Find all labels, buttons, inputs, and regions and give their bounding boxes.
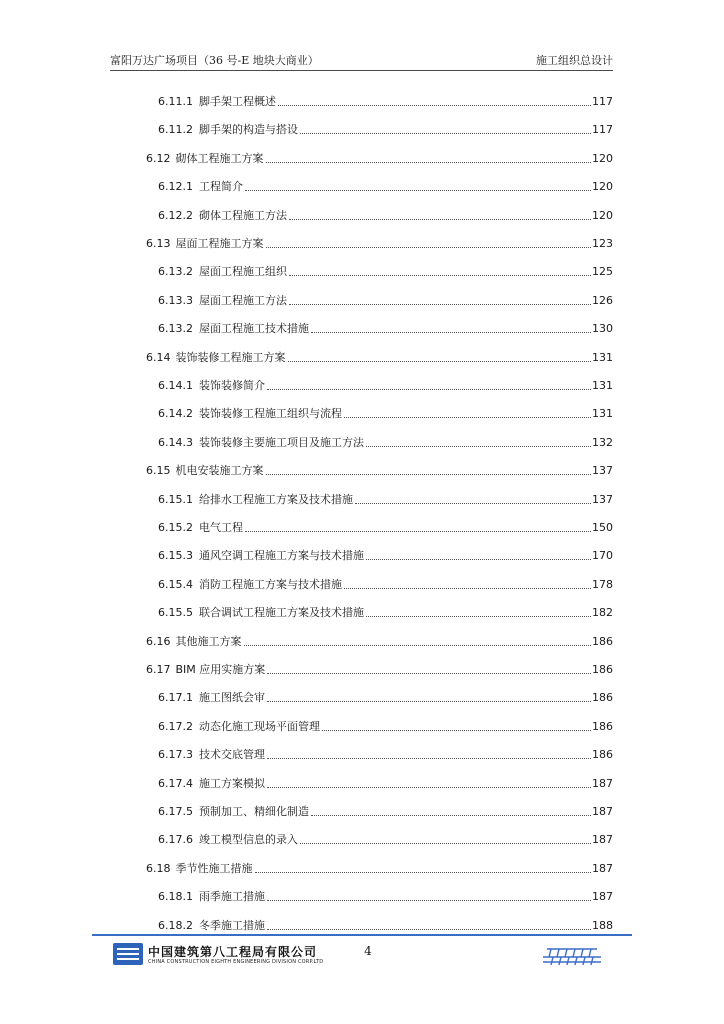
toc-dot-leader: [267, 786, 591, 788]
toc-entry[interactable]: [158, 318, 613, 336]
toc-entry[interactable]: [158, 403, 613, 421]
toc-entry-number: 6.18: [146, 861, 171, 875]
toc-entry[interactable]: [158, 489, 613, 507]
toc-entry-number: 6.14: [146, 350, 171, 364]
toc-dot-leader: [245, 189, 591, 191]
toc-entry-title: 技术交底管理: [199, 748, 265, 762]
toc-entry-title: 屋面工程施工组织: [199, 265, 287, 279]
toc-entry-number: 6.11.2: [158, 123, 193, 137]
toc-dot-leader: [267, 672, 591, 674]
company-name-en: CHINA CONSTRUCTION EIGHTH ENGINEERING DIVISION CORP.LTD: [148, 959, 324, 965]
toc-entry-number: 6.12: [146, 151, 171, 165]
toc-entry-page: 170: [592, 549, 613, 563]
toc-entry[interactable]: [146, 148, 613, 166]
toc-entry-page: 117: [592, 95, 613, 108]
toc-entry-number: 6.15: [146, 464, 171, 478]
toc-entry-page: 137: [592, 492, 613, 506]
toc-entry[interactable]: [158, 375, 613, 393]
toc-entry-page: 125: [592, 265, 613, 279]
toc-entry[interactable]: [158, 574, 613, 592]
toc-entry-number: 6.15.1: [158, 492, 193, 506]
toc-entry-number: 6.17.1: [158, 691, 193, 705]
toc-entry-title: 雨季施工措施: [199, 890, 265, 904]
toc-entry-page: 120: [592, 151, 613, 165]
toc-entry-page: 123: [592, 237, 613, 250]
toc-entry-number: 6.11.1: [158, 95, 193, 108]
company-name-cn: 中国建筑第八工程局有限公司: [148, 945, 318, 959]
toc-entry-number: 6.12.1: [158, 180, 193, 194]
toc-entry-title: 施工方案模拟: [199, 776, 265, 790]
toc-entry-page: 132: [592, 435, 613, 449]
toc-entry[interactable]: [158, 205, 613, 223]
toc-entry[interactable]: [158, 687, 613, 705]
toc-dot-leader: [267, 899, 591, 901]
toc-dot-leader: [244, 644, 592, 646]
toc-entry-page: 120: [592, 180, 613, 194]
toc-entry-title: 机电安装施工方案: [175, 464, 264, 478]
header-project-title: 富阳万达广场项目（36 号-E 地块大商业）: [110, 54, 319, 67]
toc-entry-page: 150: [592, 521, 613, 534]
toc-entry-number: 6.17.6: [158, 833, 193, 847]
toc-entry-page: 120: [592, 208, 613, 222]
toc-entry-title: 装饰装修主要施工项目及施工方法: [199, 435, 364, 449]
toc-dot-leader: [322, 729, 591, 731]
toc-dot-leader: [266, 246, 592, 248]
toc-entry-page: 187: [592, 833, 613, 847]
toc-dot-leader: [266, 161, 592, 163]
toc-entry-number: 6.15.4: [158, 577, 193, 591]
toc-entry[interactable]: [146, 858, 613, 876]
toc-entry-number: 6.16: [146, 634, 171, 648]
toc-entry-page: 130: [592, 322, 613, 336]
toc-dot-leader: [311, 814, 591, 816]
toc-entry-title: 季节性施工措施: [175, 861, 253, 875]
toc-entry-number: 6.17: [146, 663, 171, 676]
toc-entry[interactable]: [158, 176, 613, 194]
toc-entry-page: 187: [592, 890, 613, 904]
bridge-logo-icon: [541, 945, 603, 967]
toc-entry-title: 装饰装修工程施工方案: [175, 350, 286, 364]
toc-entry[interactable]: [158, 432, 613, 450]
toc-entry-number: 6.18.1: [158, 890, 193, 904]
toc-dot-leader: [255, 871, 592, 873]
toc-entry[interactable]: [158, 773, 613, 791]
toc-entry-number: 6.15.5: [158, 606, 193, 620]
toc-entry-page: 126: [592, 293, 613, 307]
page-number: 4: [364, 944, 372, 958]
toc-entry-title: 动态化施工现场平面管理: [199, 719, 320, 733]
toc-entry-title: 工程简介: [199, 180, 243, 194]
cscec-logo-icon: [113, 943, 143, 965]
toc-entry-number: 6.13.2: [158, 265, 193, 279]
toc-entry-title: 冬季施工措施: [199, 918, 265, 932]
toc-entry[interactable]: [146, 460, 613, 478]
toc-dot-leader: [289, 218, 591, 220]
toc-dot-leader: [267, 757, 591, 759]
toc-entry-title: BIM 应用实施方案: [175, 663, 266, 676]
toc-dot-leader: [344, 416, 591, 418]
toc-entry-title: 给排水工程施工方案及技术措施: [199, 492, 353, 506]
toc-entry[interactable]: [158, 91, 613, 109]
toc-entry-title: 通风空调工程施工方案与技术措施: [199, 549, 364, 563]
toc-entry-number: 6.14.1: [158, 379, 193, 392]
toc-entry[interactable]: [158, 119, 613, 137]
header-document-title: 施工组织总设计: [536, 54, 613, 67]
toc-entry-title: 砌体工程施工方法: [199, 208, 287, 222]
toc-entry-page: 137: [592, 464, 613, 478]
toc-entry-number: 6.18.2: [158, 918, 193, 932]
toc-entry-page: 187: [592, 861, 613, 875]
footer-rule: [92, 934, 632, 936]
toc-entry-title: 竣工模型信息的录入: [199, 833, 298, 847]
toc-dot-leader: [344, 587, 591, 589]
toc-dot-leader: [245, 530, 591, 532]
toc-dot-leader: [366, 445, 591, 447]
toc-entry-title: 消防工程施工方案与技术措施: [199, 577, 342, 591]
toc-dot-leader: [300, 132, 591, 134]
toc-entry-title: 屋面工程施工方案: [175, 237, 264, 250]
toc-entry-page: 131: [592, 379, 613, 392]
toc-dot-leader: [289, 274, 591, 276]
toc-entry-number: 6.13.3: [158, 293, 193, 307]
toc-entry-title: 预制加工、精细化制造: [199, 805, 309, 818]
toc-entry-number: 6.13: [146, 237, 171, 250]
toc-entry[interactable]: [158, 517, 613, 535]
toc-entry-title: 装饰装修简介: [199, 379, 265, 392]
toc-entry-number: 6.17.3: [158, 748, 193, 762]
toc-entry[interactable]: [158, 886, 613, 904]
toc-dot-leader: [311, 331, 591, 333]
toc-dot-leader: [267, 388, 591, 390]
toc-entry-title: 联合调试工程施工方案及技术措施: [199, 606, 364, 620]
toc-entry-page: 187: [592, 805, 613, 818]
toc-dot-leader: [355, 502, 591, 504]
toc-entry-title: 其他施工方案: [175, 634, 242, 648]
toc-dot-leader: [366, 615, 591, 617]
toc-entry-title: 屋面工程施工技术措施: [199, 322, 309, 336]
toc-entry-title: 屋面工程施工方法: [199, 293, 287, 307]
toc-entry[interactable]: [158, 290, 613, 308]
toc-entry-page: 186: [592, 663, 613, 676]
toc-entry[interactable]: [158, 801, 613, 819]
toc-dot-leader: [289, 303, 591, 305]
toc-entry-number: 6.17.5: [158, 805, 193, 818]
toc-entry[interactable]: [146, 659, 613, 677]
toc-entry[interactable]: [146, 233, 613, 251]
toc-entry-number: 6.17.2: [158, 719, 193, 733]
toc-entry-title: 电气工程: [199, 521, 243, 534]
toc-entry-title: 脚手架的构造与搭设: [199, 123, 298, 137]
toc-dot-leader: [267, 928, 591, 930]
toc-entry-title: 施工图纸会审: [199, 691, 265, 705]
toc-entry[interactable]: [158, 744, 613, 762]
toc-entry[interactable]: [158, 829, 613, 847]
toc-entry-title: 砌体工程施工方案: [175, 151, 264, 165]
toc-entry-number: 6.12.2: [158, 208, 193, 222]
toc-dot-leader: [267, 700, 591, 702]
toc-entry-page: 178: [592, 577, 613, 591]
toc-entry-page: 186: [592, 748, 613, 762]
toc-entry[interactable]: [158, 915, 613, 933]
toc-entry-page: 186: [592, 691, 613, 705]
toc-entry-number: 6.13.2: [158, 322, 193, 336]
toc-entry-number: 6.14.3: [158, 435, 193, 449]
toc-entry-page: 186: [592, 719, 613, 733]
toc-dot-leader: [300, 842, 591, 844]
toc-dot-leader: [288, 360, 592, 362]
toc-entry[interactable]: [146, 631, 613, 649]
toc-dot-leader: [366, 558, 591, 560]
toc-entry-number: 6.17.4: [158, 776, 193, 790]
toc-entry-number: 6.15.2: [158, 521, 193, 534]
toc-entry-title: 脚手架工程概述: [199, 95, 276, 108]
toc-entry[interactable]: [158, 602, 613, 620]
toc-entry-page: 186: [592, 634, 613, 648]
toc-dot-leader: [278, 104, 591, 106]
toc-entry[interactable]: [158, 261, 613, 279]
toc-entry-page: 187: [592, 776, 613, 790]
toc-dot-leader: [266, 473, 592, 475]
toc-entry-page: 117: [592, 123, 613, 137]
toc-entry-page: 131: [592, 407, 613, 421]
toc-entry-number: 6.15.3: [158, 549, 193, 563]
toc-entry[interactable]: [158, 716, 613, 734]
toc-entry[interactable]: [158, 545, 613, 563]
toc-entry[interactable]: [146, 347, 613, 365]
toc-entry-title: 装饰装修工程施工组织与流程: [199, 407, 342, 421]
toc-entry-page: 188: [592, 918, 613, 932]
toc-entry-page: 182: [592, 606, 613, 620]
toc-entry-number: 6.14.2: [158, 407, 193, 421]
toc-entry-page: 131: [592, 350, 613, 364]
